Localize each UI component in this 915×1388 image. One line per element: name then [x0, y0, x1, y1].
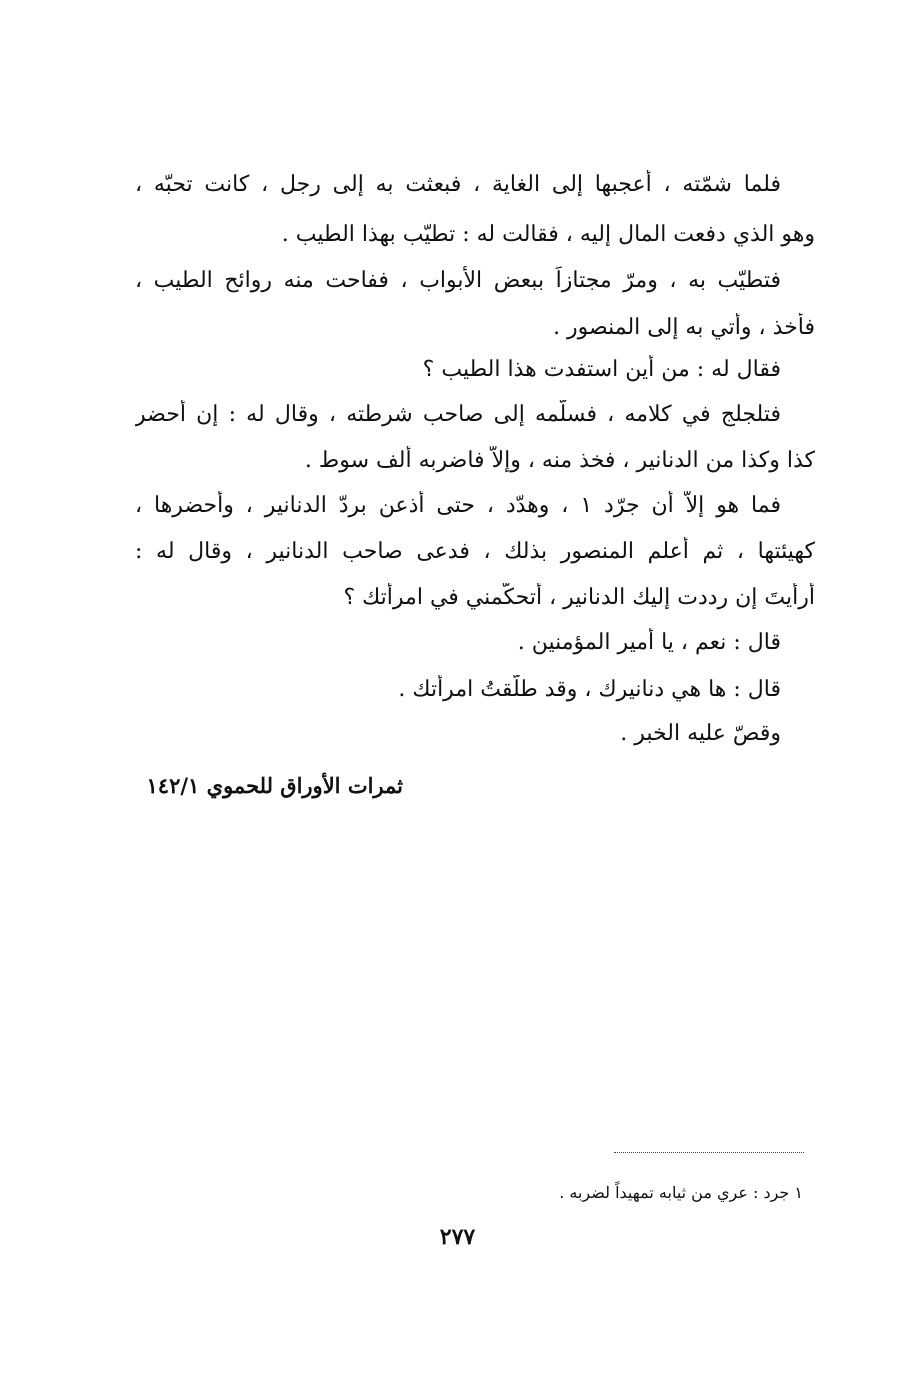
text-line-9: كهيئتها ، ثم أعلم المنصور بذلك ، فدعى صاحب الدنانير ، وقال له :: [135, 539, 815, 564]
text-line-10: أرأيتَ إن رددت إليك الدنانير ، أتحكّمني في امرأتك ؟: [343, 585, 815, 610]
text-line-11: قال : نعم ، يا أمير المؤمنين .: [517, 630, 781, 655]
text-line-2: وهو الذي دفعت المال إليه ، فقالت له : تطيّب بهذا الطيب .: [281, 222, 815, 247]
footnote: ١ جرد : عري من ثيابه تمهيداً لضربه .: [559, 1183, 803, 1202]
text-line-1: فلما شمّته ، أعجبها إلى الغاية ، فبعثت به إلى رجل ، كانت تحبّه ،: [135, 172, 781, 197]
text-line-3: فتطيّب به ، ومرّ مجتازاً ببعض الأبواب ، ففاحت منه روائح الطيب ،: [135, 268, 781, 293]
text-line-4: فأُخذ ، وأُتي به إلى المنصور .: [553, 315, 815, 340]
text-line-7: كذا وكذا من الدنانير ، فخذ منه ، وإلاّ فاضربه ألف سوط .: [304, 448, 815, 473]
text-line-8: فما هو إلاّ أن جرّد ١ ، وهدّد ، حتى أذعن بردّ الدنانير ، وأحضرها ،: [135, 493, 781, 518]
page-number: ٢٧٧: [439, 1224, 476, 1250]
text-line-5: فقال له : من أين استفدت هذا الطيب ؟: [422, 357, 781, 382]
footnote-divider: [614, 1152, 804, 1153]
text-line-13: وقصّ عليه الخبر .: [620, 721, 781, 746]
source-citation: ثمرات الأوراق للحموي ١٤٢/١: [146, 773, 403, 798]
text-line-12: قال : ها هي دنانيرك ، وقد طلّقتُ امرأتك .: [398, 677, 781, 702]
text-line-6: فتلجلج في كلامه ، فسلّمه إلى صاحب شرطته ، وقال له : إن أحضر: [135, 402, 781, 427]
